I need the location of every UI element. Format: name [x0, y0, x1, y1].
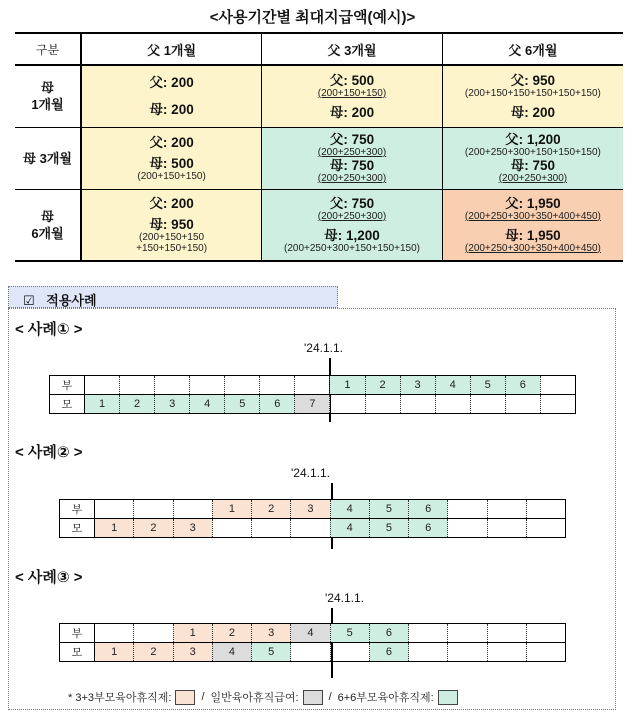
legend-swatch-6plus6 [438, 690, 458, 705]
cell-m1-f6: 父: 950 (200+150+150+150+150+150) 母: 200 [442, 65, 623, 127]
cell-m3-f6: 父: 1,200 (200+250+300+150+150+150) 母: 750 (200+250+300) [442, 127, 623, 189]
timeline-cell: 4 [291, 624, 330, 643]
timeline-cell: 6 [409, 500, 448, 519]
timeline-cell: 3 [291, 500, 330, 519]
legend-label-general: 일반육아휴직급여: [210, 692, 299, 704]
cell-m3-f1: 父: 200 母: 500 (200+150+150) [81, 127, 262, 189]
cell-m6-f3: 父: 750 (200+250+300) 母: 1,200 (200+250+300+150+150+150) [262, 189, 443, 261]
timeline-cell [435, 395, 470, 414]
timeline-cell: 7 [295, 395, 330, 414]
timeline-cell: 6 [409, 519, 448, 538]
timeline-row-mother [60, 519, 566, 538]
case-1-timeline [49, 375, 576, 414]
timeline-cell [448, 643, 487, 662]
timeline-cell: 4 [190, 395, 225, 414]
cell-m1-f3: 父: 500 (200+150+150) 母: 200 [262, 65, 443, 127]
amount-table [15, 32, 623, 262]
timeline-cell [252, 519, 291, 538]
timeline-cell [526, 500, 565, 519]
timeline-cell: 1 [173, 624, 212, 643]
case-2-date: '24.1.1. [291, 466, 330, 480]
timeline-cell: 1 [330, 376, 365, 395]
timeline-cell: 3 [252, 624, 291, 643]
timeline-cell [85, 376, 120, 395]
timeline-cell [95, 500, 134, 519]
timeline-cell: 1 [85, 395, 120, 414]
timeline-cell [526, 643, 565, 662]
timeline-cell: 5 [369, 500, 408, 519]
timeline-cell: 4 [330, 500, 369, 519]
timeline-row-label: 모 [60, 643, 95, 662]
cell-m1-f1: 父: 200 母: 200 [81, 65, 262, 127]
legend-separator: / [201, 691, 205, 703]
timeline-cell: 5 [225, 395, 260, 414]
timeline-cell: 2 [252, 500, 291, 519]
case-1-title: < 사례① > [15, 321, 83, 338]
timeline-cell: 5 [252, 643, 291, 662]
timeline-cell: 3 [173, 519, 212, 538]
table-row [15, 65, 623, 127]
timeline-row-label: 부 [60, 624, 95, 643]
timeline-row-mother [50, 395, 576, 414]
timeline-cell [173, 500, 212, 519]
case-1-date: '24.1.1. [304, 341, 343, 355]
cell-m6-f1: 父: 200 母: 950 (200+150+150 +150+150+150) [81, 189, 262, 261]
header-corner: 구분 [15, 33, 81, 65]
timeline-cell: 1 [212, 500, 251, 519]
timeline-cell: 6 [369, 624, 408, 643]
timeline-cell: 4 [212, 643, 251, 662]
timeline-row-mother [60, 643, 566, 662]
timeline-row-label: 모 [50, 395, 85, 414]
timeline-cell: 2 [134, 643, 173, 662]
row-header-mother-1month: 母 1개월 [15, 65, 81, 127]
timeline-row-father [60, 500, 566, 519]
timeline-row-label: 부 [50, 376, 85, 395]
timeline-cell: 6 [369, 643, 408, 662]
timeline-cell [487, 519, 526, 538]
cell-m3-f3: 父: 750 (200+250+300) 母: 750 (200+250+300) [262, 127, 443, 189]
timeline-cell [409, 624, 448, 643]
timeline-cell [448, 519, 487, 538]
timeline-row-label: 모 [60, 519, 95, 538]
timeline-cell [487, 500, 526, 519]
timeline-row-father [50, 376, 576, 395]
timeline-cell: 2 [365, 376, 400, 395]
timeline-cell [260, 376, 295, 395]
section-header [8, 286, 338, 308]
timeline-cell: 3 [155, 395, 190, 414]
timeline-cell: 5 [470, 376, 505, 395]
timeline-cell [365, 395, 400, 414]
legend-label-6plus6: 6+6부모육아휴직제: [337, 692, 434, 704]
timeline-cell: 5 [330, 624, 369, 643]
timeline-cell: 4 [435, 376, 470, 395]
timeline-cell: 2 [134, 519, 173, 538]
page-title: <사용기간별 최대지급액(예시)> [209, 9, 416, 26]
header-father-6months: 父 6개월 [442, 33, 623, 65]
header-father-1month: 父 1개월 [81, 33, 262, 65]
timeline-cell: 2 [212, 624, 251, 643]
timeline-cell [134, 500, 173, 519]
timeline-cell: 5 [369, 519, 408, 538]
timeline-cell [291, 519, 330, 538]
timeline-cell [330, 395, 365, 414]
case-3-timeline [59, 623, 566, 662]
timeline-cell [134, 624, 173, 643]
timeline-cell [225, 376, 260, 395]
legend-separator: / [328, 691, 332, 703]
timeline-cell [540, 395, 575, 414]
table-row [15, 189, 623, 261]
row-header-mother-6months: 母 6개월 [15, 189, 81, 261]
timeline-cell [120, 376, 155, 395]
timeline-cell [505, 395, 540, 414]
timeline-cell [95, 624, 134, 643]
header-father-3months: 父 3개월 [262, 33, 443, 65]
timeline-row-label: 부 [60, 500, 95, 519]
legend-label-3plus3: * 3+3부모육아휴직제: [68, 692, 172, 704]
timeline-cell [448, 500, 487, 519]
legend [68, 689, 464, 705]
timeline-cell [330, 643, 369, 662]
timeline-cell [295, 376, 330, 395]
case-2-title: < 사례② > [15, 444, 83, 461]
timeline-row-father [60, 624, 566, 643]
timeline-cell: 4 [330, 519, 369, 538]
section-title: 적용사례 [46, 293, 97, 308]
table-row [15, 127, 623, 189]
timeline-cell: 6 [505, 376, 540, 395]
timeline-cell: 6 [260, 395, 295, 414]
timeline-cell: 1 [95, 519, 134, 538]
timeline-cell [190, 376, 225, 395]
legend-swatch-3plus3 [175, 690, 195, 705]
row-header-mother-3months: 母 3개월 [15, 127, 81, 189]
timeline-cell [448, 624, 487, 643]
table-header-row [15, 33, 623, 65]
timeline-cell [212, 519, 251, 538]
timeline-cell: 1 [95, 643, 134, 662]
timeline-cell [291, 643, 330, 662]
case-2-timeline [59, 499, 566, 538]
case-3-title: < 사례③ > [15, 569, 83, 586]
timeline-cell [155, 376, 190, 395]
timeline-cell [470, 395, 505, 414]
timeline-cell: 3 [400, 376, 435, 395]
cell-m6-f6: 父: 1,950 (200+250+300+350+400+450) 母: 1,950 (200+250+300+350+400+450) [442, 189, 623, 261]
timeline-cell [400, 395, 435, 414]
timeline-cell: 3 [173, 643, 212, 662]
checkbox-icon: ☑ [23, 293, 35, 308]
timeline-cell [409, 643, 448, 662]
timeline-cell [487, 643, 526, 662]
timeline-cell [526, 624, 565, 643]
timeline-cell [540, 376, 575, 395]
timeline-cell: 2 [120, 395, 155, 414]
timeline-cell [526, 519, 565, 538]
case-3-date: '24.1.1. [325, 591, 364, 605]
legend-swatch-general [303, 690, 323, 705]
timeline-cell [487, 624, 526, 643]
